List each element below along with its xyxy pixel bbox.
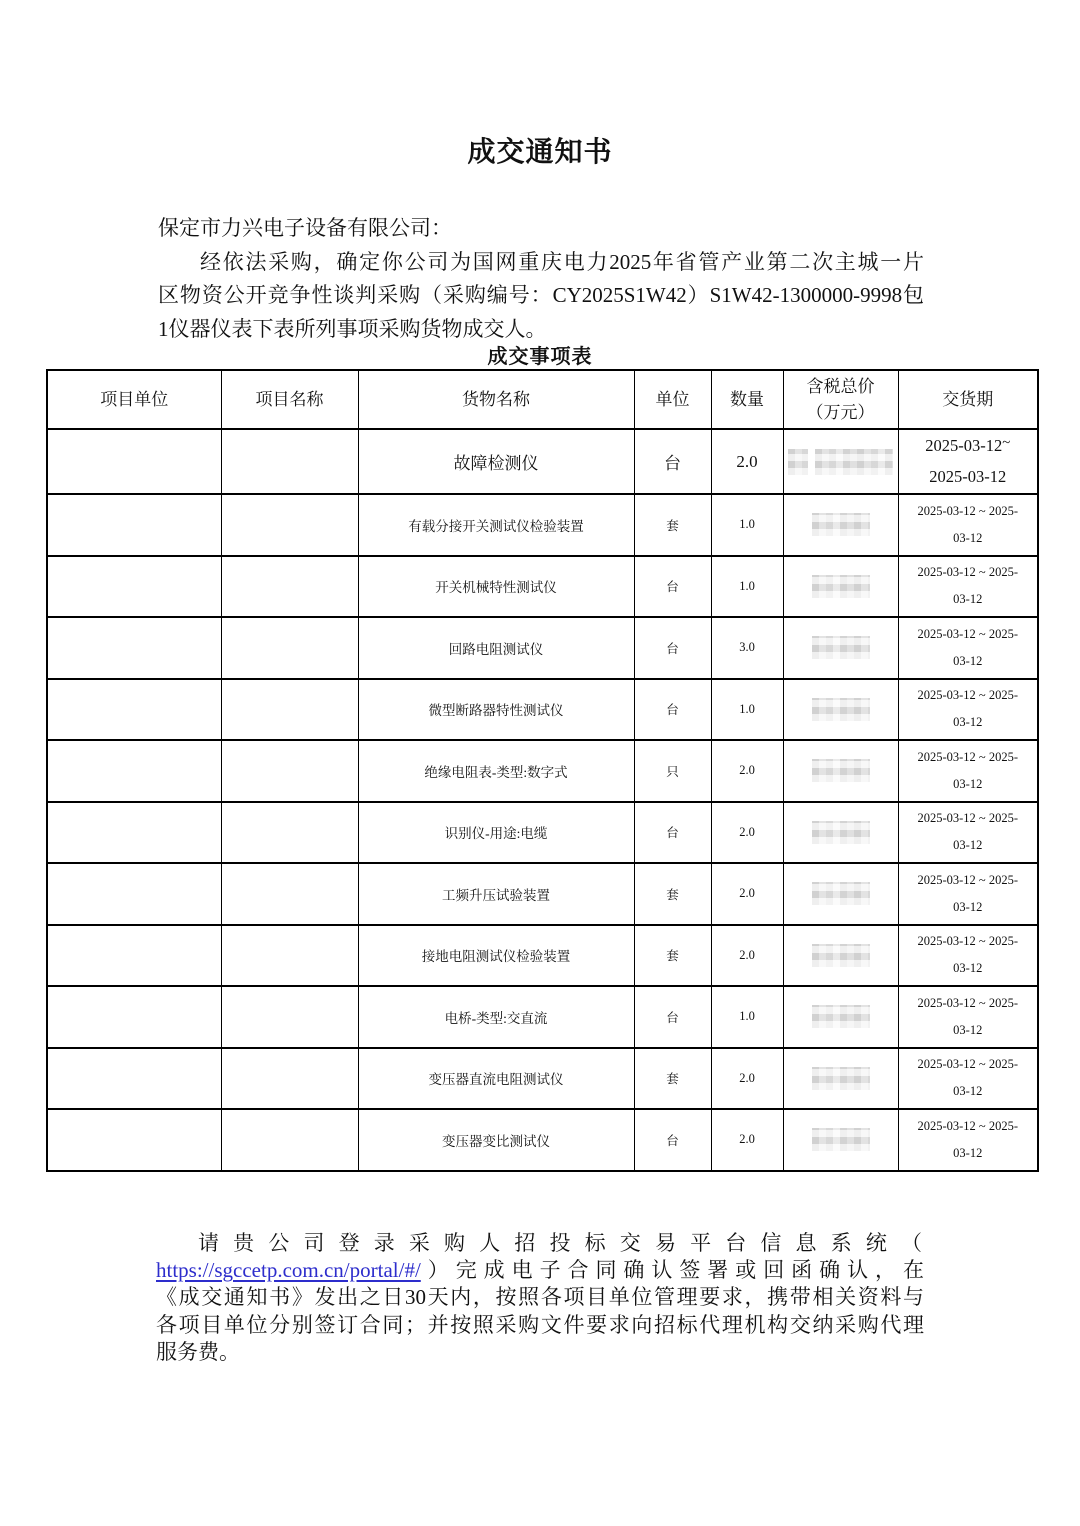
project-name-cell [221, 863, 358, 925]
footer-line-2 [156, 1257, 924, 1284]
delivery-cell [898, 802, 1038, 864]
award-row [47, 986, 1038, 1048]
goods-name-cell: 绝缘电阻表-类型:数字式 [358, 740, 634, 802]
delivery-date-line1: 2025-03-12 ~ 2025- [917, 872, 1018, 887]
delivery-cell [898, 740, 1038, 802]
price-cell [783, 494, 898, 556]
delivery-cell [898, 556, 1038, 618]
project-name-cell [221, 679, 358, 741]
goods-name-cell: 变压器直流电阻测试仪 [358, 1048, 634, 1110]
award-row [47, 802, 1038, 864]
project-unit-cell [47, 802, 221, 864]
goods-name-cell: 电桥-类型:交直流 [358, 986, 634, 1048]
price-cell [783, 740, 898, 802]
price-cell [783, 429, 898, 494]
delivery-date-line1: 2025-03-12 ~ 2025- [917, 934, 1018, 949]
price-cell [783, 925, 898, 987]
unit-cell: 套 [634, 1048, 711, 1110]
award-row [47, 679, 1038, 741]
price-redaction-block [812, 1005, 870, 1028]
column-header-price [783, 370, 898, 429]
price-redaction-block [815, 449, 893, 475]
delivery-cell [898, 617, 1038, 679]
unit-cell: 台 [634, 556, 711, 618]
table-header-row [47, 370, 1038, 429]
intro-line-3: 1仪器仪表下表所列事项采购货物成交人。 [158, 316, 547, 341]
award-row [47, 740, 1038, 802]
project-unit-cell [47, 740, 221, 802]
unit-cell: 套 [634, 863, 711, 925]
delivery-cell [898, 863, 1038, 925]
price-header-line2: （万元） [806, 402, 875, 422]
award-row [47, 1109, 1038, 1171]
quantity-cell: 1.0 [711, 494, 783, 556]
unit-cell: 台 [634, 986, 711, 1048]
price-redaction-block [812, 575, 870, 598]
footer-paragraph [156, 1230, 924, 1366]
project-unit-cell [47, 617, 221, 679]
price-cell [783, 556, 898, 618]
delivery-date-line2: 03-12 [953, 899, 983, 914]
price-header-line1: 含税总价 [806, 376, 875, 396]
price-redaction-block [812, 636, 870, 659]
award-items-table [46, 369, 1039, 1172]
award-row-featured [47, 429, 1038, 494]
goods-name-cell: 有载分接开关测试仪检验装置 [358, 494, 634, 556]
award-table-title: 成交事项表 [487, 346, 593, 368]
unit-cell: 台 [634, 617, 711, 679]
quantity-cell: 2.0 [711, 1048, 783, 1110]
quantity-cell: 1.0 [711, 556, 783, 618]
column-header-goods-name: 货物名称 [358, 370, 634, 429]
intro-line-1: 经依法采购，确定你公司为国网重庆电力2025年省管产业第二次主城一片 [200, 249, 924, 274]
delivery-date-line2: 03-12 [953, 1084, 983, 1099]
project-unit-cell [47, 1048, 221, 1110]
project-unit-cell [47, 986, 221, 1048]
project-unit-cell [47, 679, 221, 741]
project-name-cell [221, 986, 358, 1048]
project-unit-cell [47, 863, 221, 925]
footer-line-5: 服务费。 [156, 1339, 240, 1364]
price-redaction-block [812, 1067, 870, 1090]
delivery-date-line1: 2025-03-12 ~ 2025- [917, 1057, 1018, 1072]
column-header-quantity: 数量 [711, 370, 783, 429]
project-unit-cell [47, 556, 221, 618]
award-rows-body [47, 494, 1038, 1171]
price-redaction-block [812, 698, 870, 721]
delivery-date-line1: 2025-03-12 ~ 2025- [917, 749, 1018, 764]
goods-name-cell: 微型断路器特性测试仪 [358, 679, 634, 741]
price-redaction-block [812, 759, 870, 782]
delivery-date-line1: 2025-03-12 ~ 2025- [917, 565, 1018, 580]
quantity-cell: 2.0 [711, 740, 783, 802]
price-redaction-block [812, 1128, 870, 1151]
goods-name-cell: 接地电阻测试仪检验装置 [358, 925, 634, 987]
quantity-cell: 1.0 [711, 986, 783, 1048]
goods-name-cell: 回路电阻测试仪 [358, 617, 634, 679]
column-header-delivery: 交货期 [898, 370, 1038, 429]
goods-name-cell: 故障检测仪 [358, 429, 634, 494]
price-cell [783, 802, 898, 864]
award-row [47, 617, 1038, 679]
column-header-project-unit: 项目单位 [47, 370, 221, 429]
delivery-cell [898, 925, 1038, 987]
notice-body-text [158, 212, 924, 346]
project-name-cell [221, 617, 358, 679]
delivery-cell [898, 429, 1038, 494]
unit-cell: 台 [634, 429, 711, 494]
price-redaction-block [812, 944, 870, 967]
delivery-date-line2: 03-12 [953, 592, 983, 607]
project-unit-cell [47, 429, 221, 494]
unit-cell: 只 [634, 740, 711, 802]
award-row [47, 494, 1038, 556]
price-redaction-block [812, 882, 870, 905]
project-unit-cell [47, 1109, 221, 1171]
price-redaction-block [812, 821, 870, 844]
delivery-date-line2: 03-12 [953, 961, 983, 976]
column-header-project-name: 项目名称 [221, 370, 358, 429]
price-cell [783, 986, 898, 1048]
delivery-cell [898, 494, 1038, 556]
award-row [47, 863, 1038, 925]
price-cell [783, 1048, 898, 1110]
delivery-date-line1: 2025-03-12 ~ 2025- [917, 503, 1018, 518]
quantity-cell: 1.0 [711, 679, 783, 741]
price-cell [783, 863, 898, 925]
delivery-date-start: 2025-03-12 [925, 436, 1003, 455]
project-name-cell [221, 740, 358, 802]
unit-cell: 台 [634, 802, 711, 864]
delivery-date-end: 2025-03-12 [929, 467, 1007, 486]
portal-link[interactable]: https://sgccetp.com.cn/portal/#/ [156, 1258, 421, 1283]
award-row [47, 925, 1038, 987]
footer-line-4: 各项目单位分别签订合同；并按照采购文件要求向招标代理机构交纳采购代理 [156, 1312, 924, 1337]
footer-line-3: 《成交通知书》发出之日30天内，按照各项目单位管理要求，携带相关资料与 [156, 1285, 924, 1310]
intro-line-2: 区物资公开竞争性谈判采购（采购编号：CY2025S1W42）S1W42-1300000-9998包 [158, 283, 924, 307]
project-name-cell [221, 802, 358, 864]
quantity-cell: 2.0 [711, 429, 783, 494]
quantity-cell: 2.0 [711, 802, 783, 864]
column-header-unit: 单位 [634, 370, 711, 429]
delivery-date-line2: 03-12 [953, 530, 983, 545]
delivery-date-line1: 2025-03-12 ~ 2025- [917, 1118, 1018, 1133]
delivery-date-line2: 03-12 [953, 1022, 983, 1037]
price-redaction-block [788, 449, 808, 475]
project-name-cell [221, 429, 358, 494]
goods-name-cell: 工频升压试验装置 [358, 863, 634, 925]
goods-name-cell: 变压器变比测试仪 [358, 1109, 634, 1171]
date-range-tilde: ~ [1002, 435, 1011, 451]
page-title: 成交通知书 [467, 137, 613, 168]
project-name-cell [221, 556, 358, 618]
delivery-cell [898, 986, 1038, 1048]
delivery-date-line1: 2025-03-12 ~ 2025- [917, 811, 1018, 826]
quantity-cell: 2.0 [711, 863, 783, 925]
goods-name-cell: 识别仪-用途:电缆 [358, 802, 634, 864]
delivery-cell [898, 1109, 1038, 1171]
footer-line-2-text: ）完成电子合同确认签署或回函确认，在 [420, 1258, 924, 1283]
project-name-cell [221, 925, 358, 987]
unit-cell: 套 [634, 925, 711, 987]
delivery-date-line1: 2025-03-12 ~ 2025- [917, 995, 1018, 1010]
award-row [47, 1048, 1038, 1110]
project-name-cell [221, 1048, 358, 1110]
recipient-line: 保定市力兴电子设备有限公司： [158, 216, 452, 240]
unit-cell: 套 [634, 494, 711, 556]
quantity-cell: 3.0 [711, 617, 783, 679]
footer-line-1: 请贵公司登录采购人招投标交易平台信息系统（ [198, 1231, 924, 1255]
delivery-date-line2: 03-12 [953, 653, 983, 668]
delivery-date-line1: 2025-03-12 ~ 2025- [917, 688, 1018, 703]
delivery-date-line1: 2025-03-12 ~ 2025- [917, 626, 1018, 641]
project-unit-cell [47, 925, 221, 987]
delivery-date-line2: 03-12 [953, 715, 983, 730]
goods-name-cell: 开关机械特性测试仪 [358, 556, 634, 618]
price-cell [783, 1109, 898, 1171]
quantity-cell: 2.0 [711, 1109, 783, 1171]
project-name-cell [221, 1109, 358, 1171]
quantity-cell: 2.0 [711, 925, 783, 987]
price-cell [783, 679, 898, 741]
delivery-date-line2: 03-12 [953, 1145, 983, 1160]
price-cell [783, 617, 898, 679]
delivery-cell [898, 679, 1038, 741]
price-redaction-block [812, 513, 870, 536]
project-unit-cell [47, 494, 221, 556]
delivery-cell [898, 1048, 1038, 1110]
award-row [47, 556, 1038, 618]
delivery-date-line2: 03-12 [953, 838, 983, 853]
unit-cell: 台 [634, 679, 711, 741]
project-name-cell [221, 494, 358, 556]
delivery-date-line2: 03-12 [953, 776, 983, 791]
unit-cell: 台 [634, 1109, 711, 1171]
